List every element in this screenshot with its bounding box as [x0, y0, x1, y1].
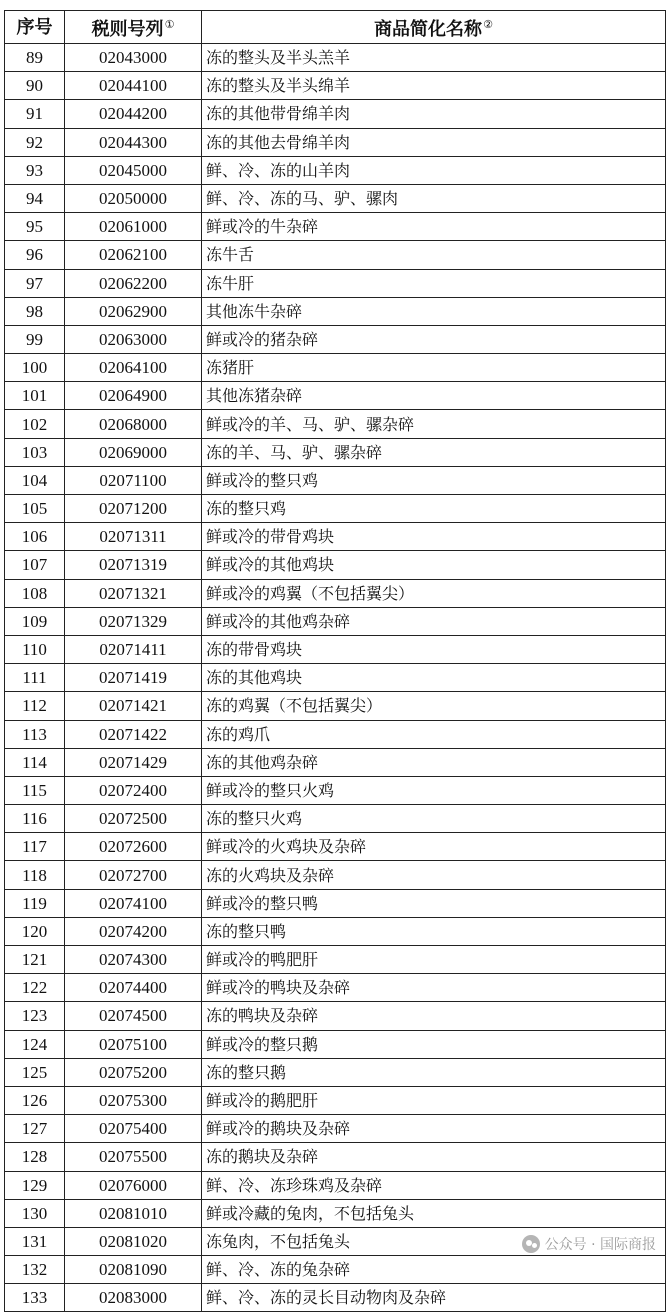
code-cell: 02044300	[65, 128, 202, 156]
watermark-text: 公众号 · 国际商报	[544, 1237, 656, 1253]
seq-cell: 109	[5, 607, 65, 635]
code-cell: 02071200	[65, 495, 202, 523]
code-cell: 02075300	[65, 1086, 202, 1114]
seq-cell: 104	[5, 466, 65, 494]
code-cell: 02075500	[65, 1143, 202, 1171]
code-cell: 02069000	[65, 438, 202, 466]
code-cell: 02074300	[65, 946, 202, 974]
table-row	[5, 720, 666, 748]
table-row	[5, 946, 666, 974]
seq-cell: 97	[5, 269, 65, 297]
header-name-footnote: ②	[483, 18, 493, 31]
table-row	[5, 917, 666, 945]
name-cell: 冻的其他去骨绵羊肉	[202, 128, 666, 156]
seq-cell: 125	[5, 1058, 65, 1086]
name-cell: 冻的整只鸡	[202, 495, 666, 523]
table-row	[5, 213, 666, 241]
name-cell: 鲜或冷的整只火鸡	[202, 776, 666, 804]
seq-cell: 113	[5, 720, 65, 748]
name-cell: 鲜或冷的带骨鸡块	[202, 523, 666, 551]
code-cell: 02074500	[65, 1002, 202, 1030]
table-row	[5, 100, 666, 128]
table-row	[5, 1256, 666, 1284]
table-row	[5, 354, 666, 382]
table-row	[5, 635, 666, 663]
code-cell: 02062200	[65, 269, 202, 297]
code-cell: 02075200	[65, 1058, 202, 1086]
seq-cell: 101	[5, 382, 65, 410]
name-cell: 鲜、冷、冻珍珠鸡及杂碎	[202, 1171, 666, 1199]
name-cell: 鲜或冷的鹅肥肝	[202, 1086, 666, 1114]
seq-cell: 115	[5, 776, 65, 804]
table-row	[5, 325, 666, 353]
seq-cell: 90	[5, 72, 65, 100]
code-cell: 02071321	[65, 579, 202, 607]
table-row	[5, 1030, 666, 1058]
table-row	[5, 269, 666, 297]
seq-cell: 123	[5, 1002, 65, 1030]
code-cell: 02072500	[65, 805, 202, 833]
name-cell: 冻的火鸡块及杂碎	[202, 861, 666, 889]
seq-cell: 106	[5, 523, 65, 551]
name-cell: 冻的整只火鸡	[202, 805, 666, 833]
name-cell: 冻的整头及半头羔羊	[202, 44, 666, 72]
code-cell: 02044100	[65, 72, 202, 100]
table-row	[5, 1002, 666, 1030]
seq-cell: 91	[5, 100, 65, 128]
tariff-table	[4, 10, 666, 1312]
name-cell: 鲜或冷的鸭块及杂碎	[202, 974, 666, 1002]
code-cell: 02043000	[65, 44, 202, 72]
table-row	[5, 438, 666, 466]
code-cell: 02044200	[65, 100, 202, 128]
seq-cell: 89	[5, 44, 65, 72]
name-cell: 冻的其他鸡块	[202, 664, 666, 692]
table-row	[5, 1115, 666, 1143]
table-row	[5, 861, 666, 889]
code-cell: 02074100	[65, 889, 202, 917]
code-cell: 02071319	[65, 551, 202, 579]
seq-cell: 128	[5, 1143, 65, 1171]
seq-cell: 127	[5, 1115, 65, 1143]
code-cell: 02063000	[65, 325, 202, 353]
name-cell: 鲜或冷藏的兔肉，不包括兔头	[202, 1199, 666, 1227]
table-row	[5, 748, 666, 776]
code-cell: 02074400	[65, 974, 202, 1002]
code-cell: 02072400	[65, 776, 202, 804]
table-row	[5, 184, 666, 212]
name-cell: 冻的其他鸡杂碎	[202, 748, 666, 776]
name-cell: 鲜或冷的猪杂碎	[202, 325, 666, 353]
seq-cell: 111	[5, 664, 65, 692]
seq-cell: 122	[5, 974, 65, 1002]
watermark	[520, 1233, 658, 1255]
seq-cell: 124	[5, 1030, 65, 1058]
name-cell: 鲜或冷的羊、马、驴、骡杂碎	[202, 410, 666, 438]
table-header-row	[5, 11, 666, 44]
code-cell: 02064100	[65, 354, 202, 382]
code-cell: 02081090	[65, 1256, 202, 1284]
code-cell: 02061000	[65, 213, 202, 241]
code-cell: 02050000	[65, 184, 202, 212]
name-cell: 鲜或冷的牛杂碎	[202, 213, 666, 241]
code-cell: 02071429	[65, 748, 202, 776]
seq-cell: 103	[5, 438, 65, 466]
seq-cell: 94	[5, 184, 65, 212]
name-cell: 鲜或冷的鸡翼（不包括翼尖）	[202, 579, 666, 607]
name-cell: 冻的整头及半头绵羊	[202, 72, 666, 100]
code-cell: 02062100	[65, 241, 202, 269]
seq-cell: 108	[5, 579, 65, 607]
header-name-label: 商品简化名称	[374, 19, 483, 40]
seq-cell: 95	[5, 213, 65, 241]
name-cell: 其他冻猪杂碎	[202, 382, 666, 410]
table-row	[5, 1199, 666, 1227]
table-row	[5, 607, 666, 635]
name-cell: 鲜、冷、冻的灵长目动物肉及杂碎	[202, 1284, 666, 1312]
name-cell: 鲜、冷、冻的山羊肉	[202, 156, 666, 184]
name-cell: 冻兔肉，不包括兔头	[202, 1227, 666, 1255]
table-row	[5, 523, 666, 551]
table-row	[5, 410, 666, 438]
name-cell: 鲜或冷的鸭肥肝	[202, 946, 666, 974]
name-cell: 冻的鸭块及杂碎	[202, 1002, 666, 1030]
code-cell: 02071419	[65, 664, 202, 692]
table-row	[5, 551, 666, 579]
header-code-footnote: ①	[164, 18, 175, 31]
code-cell: 02074200	[65, 917, 202, 945]
name-cell: 冻的鹅块及杂碎	[202, 1143, 666, 1171]
name-cell: 冻的鸡爪	[202, 720, 666, 748]
table-row	[5, 833, 666, 861]
table-row	[5, 241, 666, 269]
table-row	[5, 1058, 666, 1086]
table-row	[5, 297, 666, 325]
name-cell: 冻的其他带骨绵羊肉	[202, 100, 666, 128]
name-cell: 冻的带骨鸡块	[202, 635, 666, 663]
header-code-label: 税则号列	[91, 19, 164, 40]
name-cell: 冻牛舌	[202, 241, 666, 269]
name-cell: 鲜、冷、冻的马、驴、骡肉	[202, 184, 666, 212]
seq-cell: 110	[5, 635, 65, 663]
seq-cell: 92	[5, 128, 65, 156]
code-cell: 02081020	[65, 1227, 202, 1255]
name-cell: 冻的整只鸭	[202, 917, 666, 945]
seq-cell: 117	[5, 833, 65, 861]
code-cell: 02075400	[65, 1115, 202, 1143]
seq-cell: 118	[5, 861, 65, 889]
name-cell: 冻猪肝	[202, 354, 666, 382]
table-row	[5, 1171, 666, 1199]
table-row	[5, 805, 666, 833]
seq-cell: 102	[5, 410, 65, 438]
code-cell: 02071421	[65, 692, 202, 720]
table-row	[5, 1143, 666, 1171]
name-cell: 鲜或冷的鹅块及杂碎	[202, 1115, 666, 1143]
header-name	[202, 11, 666, 44]
name-cell: 鲜或冷的整只鸡	[202, 466, 666, 494]
name-cell: 冻牛肝	[202, 269, 666, 297]
code-cell: 02068000	[65, 410, 202, 438]
wechat-logo-icon	[522, 1235, 540, 1253]
header-seq-label: 序号	[16, 16, 53, 38]
name-cell: 鲜或冷的整只鹅	[202, 1030, 666, 1058]
table-row	[5, 382, 666, 410]
name-cell: 鲜或冷的其他鸡杂碎	[202, 607, 666, 635]
code-cell: 02062900	[65, 297, 202, 325]
seq-cell: 121	[5, 946, 65, 974]
table-row	[5, 664, 666, 692]
table-row	[5, 889, 666, 917]
seq-cell: 93	[5, 156, 65, 184]
code-cell: 02071311	[65, 523, 202, 551]
seq-cell: 98	[5, 297, 65, 325]
seq-cell: 112	[5, 692, 65, 720]
name-cell: 冻的羊、马、驴、骡杂碎	[202, 438, 666, 466]
seq-cell: 100	[5, 354, 65, 382]
code-cell: 02072600	[65, 833, 202, 861]
seq-cell: 131	[5, 1227, 65, 1255]
code-cell: 02072700	[65, 861, 202, 889]
table-row	[5, 1284, 666, 1312]
seq-cell: 96	[5, 241, 65, 269]
name-cell: 鲜或冷的其他鸡块	[202, 551, 666, 579]
table-row	[5, 692, 666, 720]
header-code	[65, 11, 202, 44]
table-row	[5, 1086, 666, 1114]
table-row	[5, 495, 666, 523]
seq-cell: 120	[5, 917, 65, 945]
seq-cell: 99	[5, 325, 65, 353]
seq-cell: 130	[5, 1199, 65, 1227]
name-cell: 冻的整只鹅	[202, 1058, 666, 1086]
table-body	[5, 44, 666, 1312]
table-row	[5, 72, 666, 100]
table-row	[5, 128, 666, 156]
seq-cell: 119	[5, 889, 65, 917]
seq-cell: 114	[5, 748, 65, 776]
seq-cell: 129	[5, 1171, 65, 1199]
table-row	[5, 776, 666, 804]
code-cell: 02081010	[65, 1199, 202, 1227]
table-row	[5, 974, 666, 1002]
code-cell: 02071100	[65, 466, 202, 494]
seq-cell: 133	[5, 1284, 65, 1312]
code-cell: 02045000	[65, 156, 202, 184]
name-cell: 其他冻牛杂碎	[202, 297, 666, 325]
name-cell: 冻的鸡翼（不包括翼尖）	[202, 692, 666, 720]
seq-cell: 116	[5, 805, 65, 833]
code-cell: 02064900	[65, 382, 202, 410]
name-cell: 鲜或冷的整只鸭	[202, 889, 666, 917]
code-cell: 02071329	[65, 607, 202, 635]
table-row	[5, 156, 666, 184]
code-cell: 02083000	[65, 1284, 202, 1312]
code-cell: 02075100	[65, 1030, 202, 1058]
seq-cell: 132	[5, 1256, 65, 1284]
seq-cell: 107	[5, 551, 65, 579]
code-cell: 02071422	[65, 720, 202, 748]
name-cell: 鲜或冷的火鸡块及杂碎	[202, 833, 666, 861]
code-cell: 02076000	[65, 1171, 202, 1199]
code-cell: 02071411	[65, 635, 202, 663]
table-row	[5, 579, 666, 607]
name-cell: 鲜、冷、冻的兔杂碎	[202, 1256, 666, 1284]
table-row	[5, 44, 666, 72]
header-seq	[5, 11, 65, 44]
table-row	[5, 466, 666, 494]
seq-cell: 126	[5, 1086, 65, 1114]
seq-cell: 105	[5, 495, 65, 523]
